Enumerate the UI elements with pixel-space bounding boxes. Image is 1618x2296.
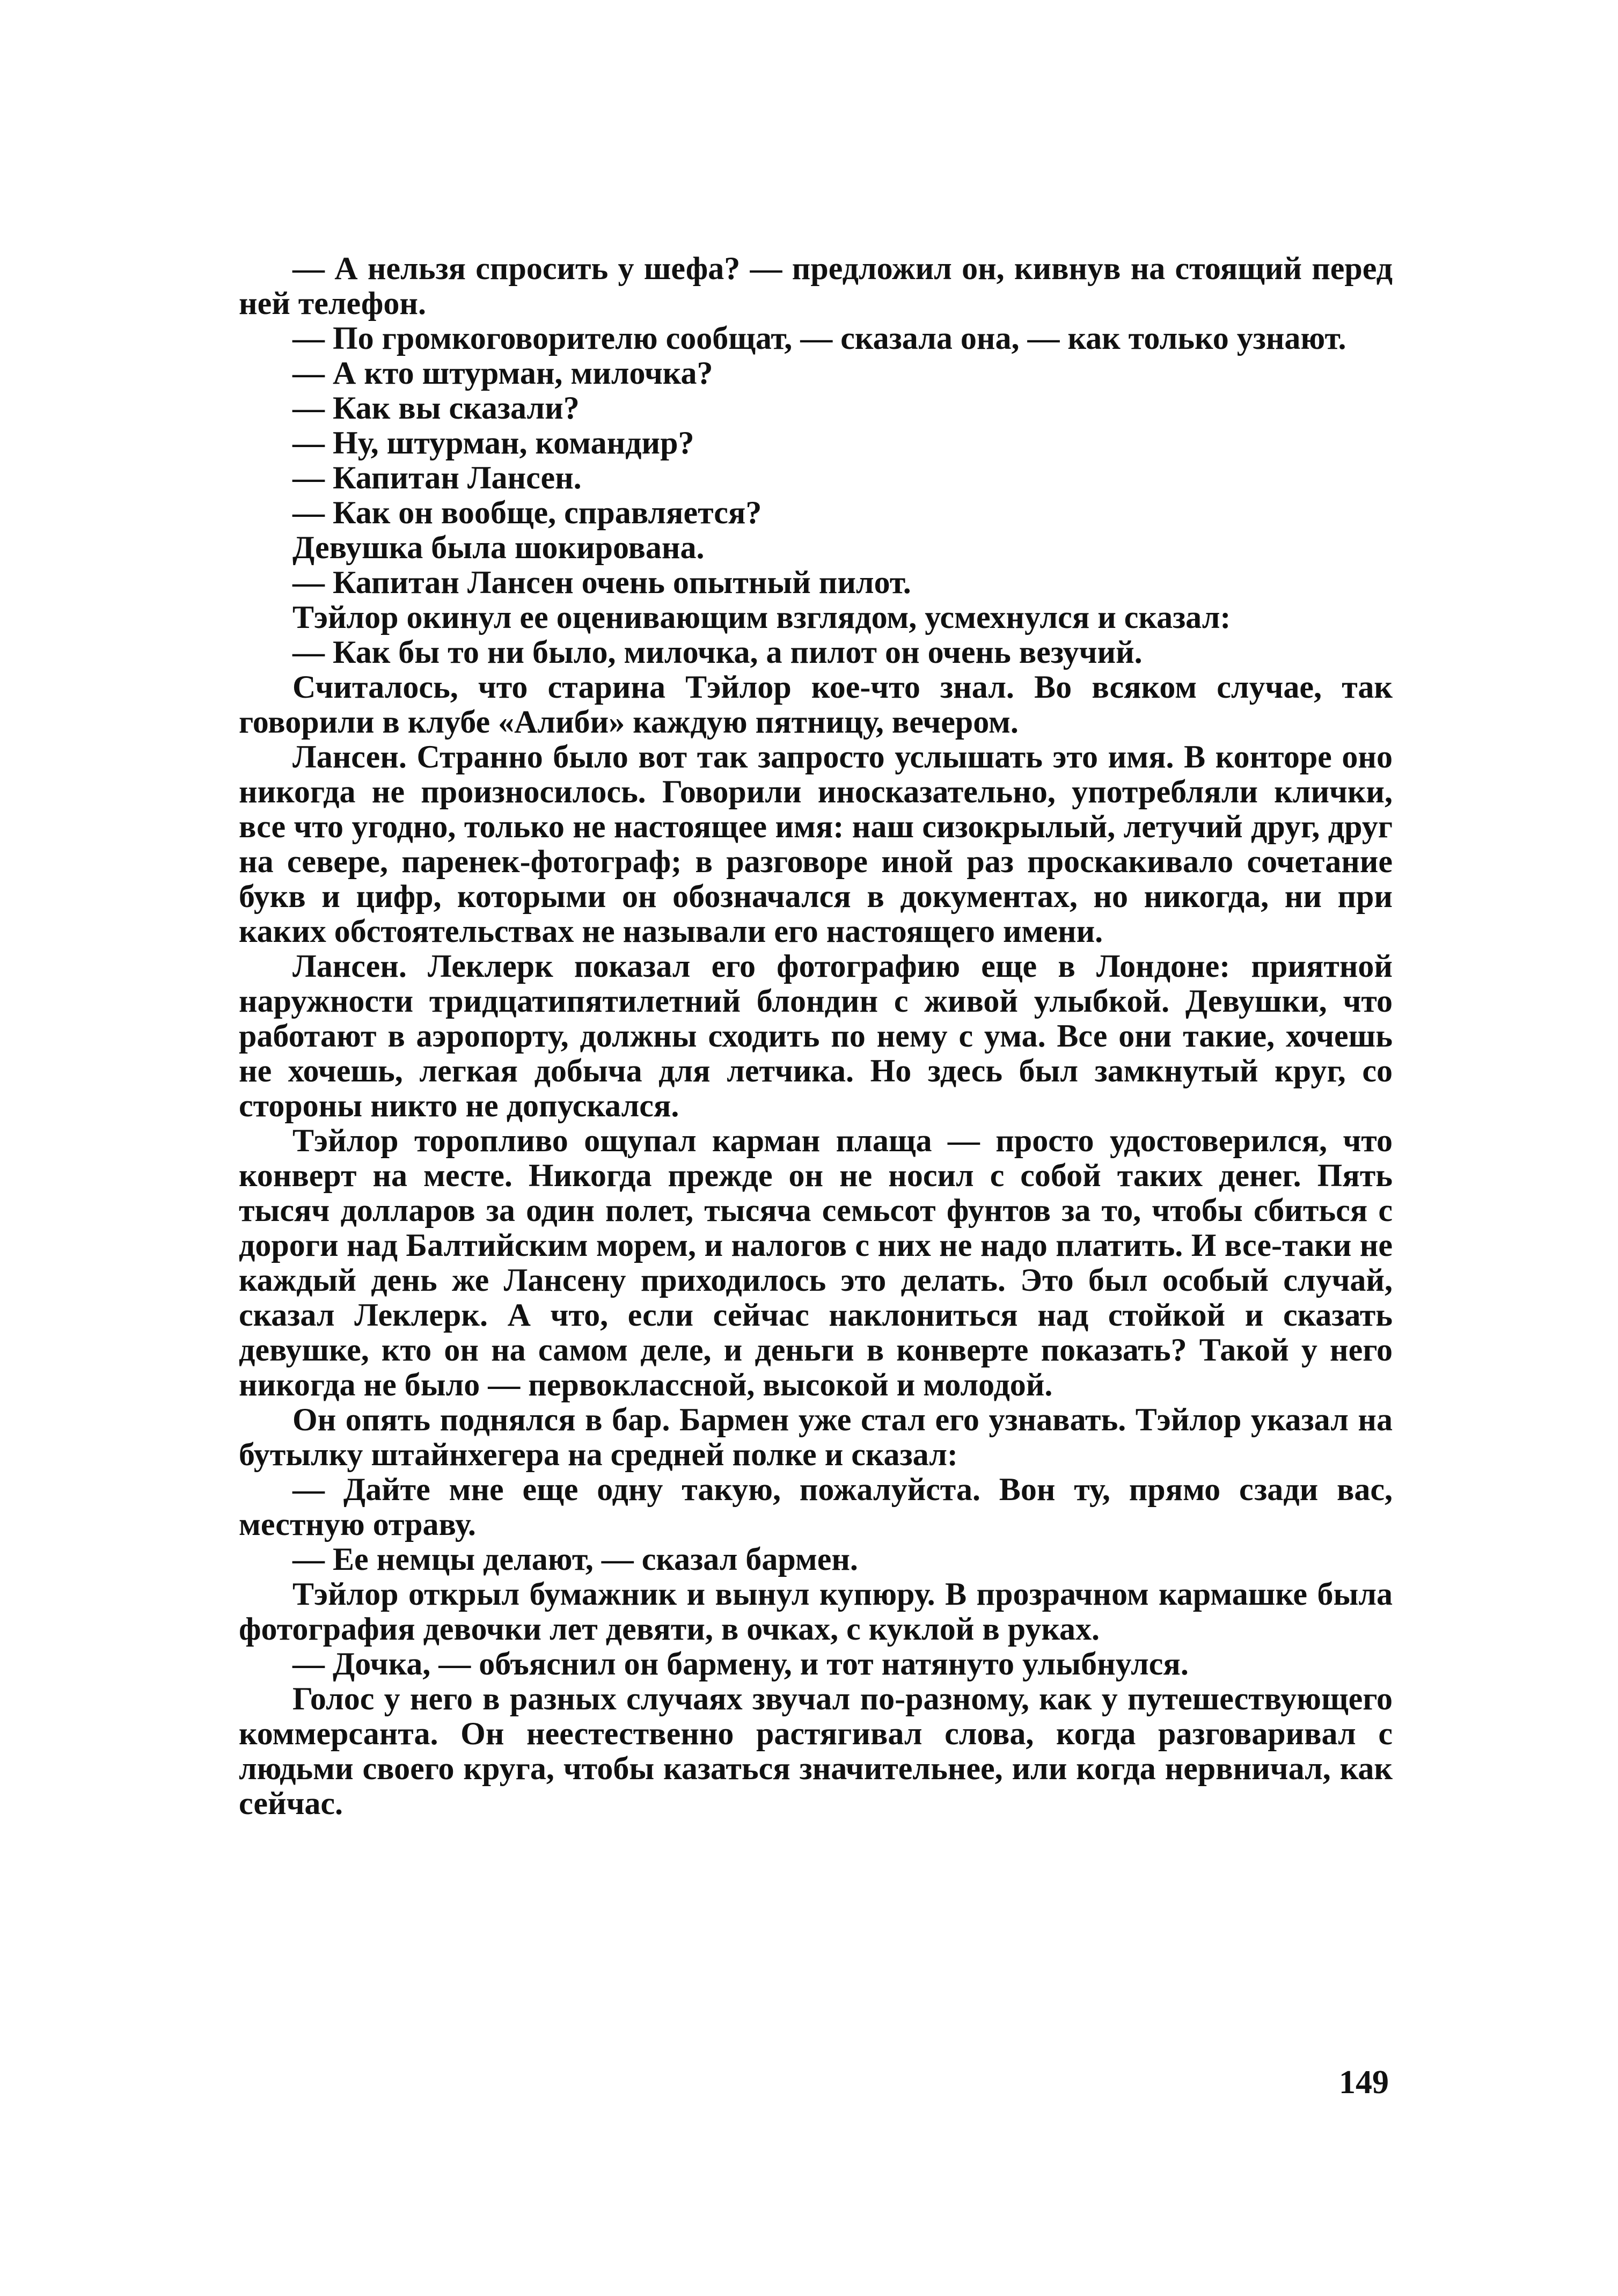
paragraph: Девушка была шокирована. <box>292 530 705 565</box>
paragraph: — Дочка, — объяснил он бармену, и тот натянуто улыбнулся. <box>292 1646 1189 1681</box>
page-number: 149 <box>1339 2064 1389 2101</box>
paragraph: Тэйлор открыл бумажник и вынул купюру. В прозрачном кармашке была фотография девочки лет девяти, в очках, с куклой в руках. <box>239 1576 1393 1647</box>
paragraph: — А нельзя спросить у шефа? — предложил он, кивнув на стоящий перед ней телефон. <box>239 251 1393 321</box>
paragraph: — Капитан Лансен очень опытный пилот. <box>292 565 911 600</box>
paragraph: Голос у него в разных случаях звучал по-разному, как у путешествующего коммерсанта. Он неестественно растягивал слова, когда разговаривал с людьми своего круга, чтобы казаться значительнее, или когда нервничал, как сейчас. <box>239 1681 1393 1821</box>
paragraph: Тэйлор торопливо ощупал карман плаща — просто удостоверился, что конверт на месте. Никогда прежде он не носил с собой таких денег. Пять тысяч долларов за один полет, тысяча семьсот фунтов за то, чтобы сбиться с дороги над Балтийским морем, и налогов с них не надо платить. И все-таки не каждый день же Лансену приходилось это делать. Это был особый случай, сказал Леклерк. А что, если сейчас наклониться над стойкой и сказать девушке, кто он на самом деле, и деньги в конверте показать? Такой у него никогда не было — первоклассной, высокой и молодой. <box>239 1123 1393 1402</box>
paragraph: — Дайте мне еще одну такую, пожалуйста. Вон ту, прямо сзади вас, местную отраву. <box>239 1472 1393 1542</box>
paragraph: — Ну, штурман, командир? <box>292 425 694 460</box>
paragraph: Он опять поднялся в бар. Бармен уже стал его узнавать. Тэйлор указал на бутылку штайнхегера на средней полке и сказал: <box>239 1402 1393 1472</box>
paragraph: Лансен. Странно было вот так запросто услышать это имя. В конторе оно никогда не произносилось. Говорили иносказательно, употребляли клички, все что угодно, только не настоящее имя: наш сизокрылый, летучий друг, друг на севере, паренек-фотограф; в разговоре иной раз проскакивало сочетание букв и цифр, которыми он обозначался в документах, но никогда, ни при каких обстоятельствах не называли его настоящего имени. <box>239 739 1393 949</box>
paragraph: — А кто штурман, милочка? <box>292 355 713 391</box>
paragraph: — Как вы сказали? <box>292 390 580 426</box>
paragraph: Считалось, что старина Тэйлор кое-что знал. Во всяком случае, так говорили в клубе «Алиби» каждую пятницу, вечером. <box>239 669 1393 740</box>
paragraph: Лансен. Леклерк показал его фотографию еще в Лондоне: приятной наружности тридцатипятилетний блондин с живой улыбкой. Девушки, что работают в аэропорту, должны сходить по нему с ума. Все они такие, хочешь не хочешь, легкая добыча для летчика. Но здесь был замкнутый круг, со стороны никто не допускался. <box>239 948 1393 1123</box>
paragraph: — Как бы то ни было, милочка, а пилот он очень везучий. <box>292 634 1143 670</box>
paragraph: — По громкоговорителю сообщат, — сказала она, — как только узнают. <box>292 320 1346 356</box>
paragraph: — Как он вообще, справляется? <box>292 495 762 530</box>
paragraph: Тэйлор окинул ее оценивающим взглядом, усмехнулся и сказал: <box>292 599 1231 635</box>
paragraph: — Капитан Лансен. <box>292 460 582 495</box>
paragraph: — Ее немцы делают, — сказал бармен. <box>292 1541 858 1577</box>
body-text <box>239 251 1393 1821</box>
